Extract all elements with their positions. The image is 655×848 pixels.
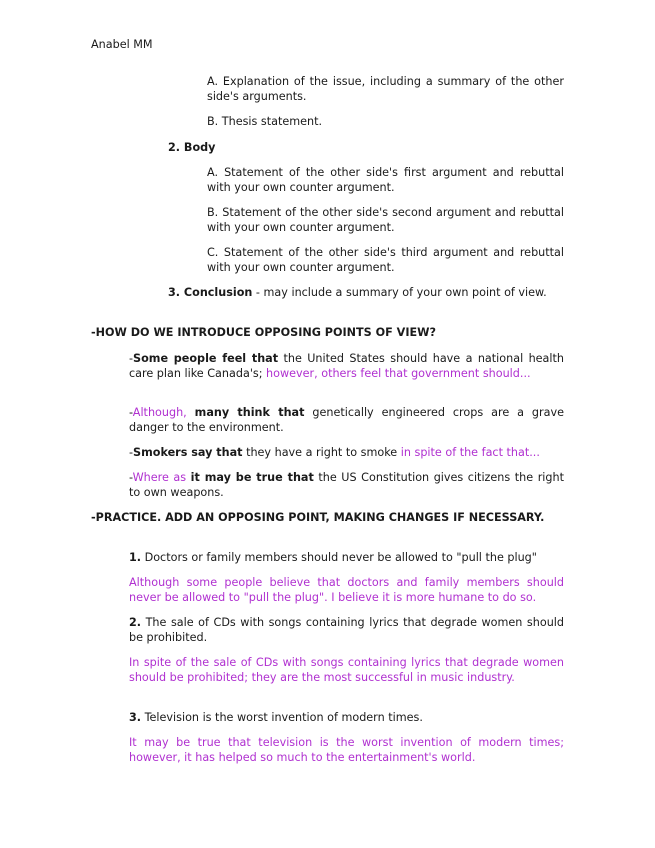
body-item-a: A. Statement of the other side's first argument and rebuttal with your own counter argument.	[207, 166, 564, 194]
conclusion-heading: 3. Conclusion	[168, 286, 253, 299]
ex3-text: they have a right to smoke	[242, 446, 401, 459]
ex3-dash: -	[129, 446, 134, 459]
ex4-text: the US Constitution gives citizens the right to own weapons.	[129, 471, 564, 499]
practice-prompt-1-text: Doctors or family members should never be allowed to "pull the plug"	[141, 551, 537, 564]
example-4	[129, 471, 564, 500]
ex1-purple: however, others feel that government should...	[266, 366, 531, 380]
practice-number-3: 3.	[129, 711, 142, 724]
example-3	[129, 446, 564, 461]
ex1-text: the United States should have a national health care plan like Canada's;	[129, 352, 564, 380]
author-name: Anabel MM	[91, 38, 153, 51]
practice-heading	[91, 511, 564, 526]
practice-heading-text: -PRACTICE. ADD AN OPPOSING POINT, MAKING CHANGES IF NECESSARY.	[91, 511, 545, 524]
example-1	[129, 352, 564, 381]
ex4-bold: it may be true that	[190, 471, 314, 484]
practice-prompt-3	[129, 711, 564, 726]
ex4-dash: -	[129, 471, 133, 484]
ex2-text: genetically engineered crops are a grave danger to the environment.	[129, 406, 564, 434]
practice-answer-1: Although some people believe that doctors and family members should never be allowed to "pull the plug". I believe it is more humane to do so.	[129, 576, 564, 604]
conclusion-item	[168, 286, 564, 301]
body-heading-text: 2. Body	[168, 141, 216, 154]
ex1-bold: Some people feel that	[133, 352, 279, 365]
ex3-bold: Smokers say that	[133, 446, 243, 459]
practice-answer-2: In spite of the sale of CDs with songs containing lyrics that degrade women should be prohibited; they are the most successful in music industry.	[129, 656, 564, 684]
body-heading	[168, 141, 564, 156]
ex2-dash: -	[129, 406, 133, 419]
practice-prompt-2	[129, 616, 564, 645]
ex3-purple: in spite of the fact that...	[400, 446, 540, 459]
practice-prompt-3-text: Television is the worst invention of modern times.	[141, 711, 423, 724]
practice-prompt-2-text: The sale of CDs with songs containing lyrics that degrade women should be prohibited.	[129, 616, 564, 644]
ex4-purple: Where as	[132, 471, 191, 484]
ex2-bold: many think that	[194, 406, 305, 419]
intro-item-b: B. Thesis statement.	[207, 115, 323, 128]
conclusion-text: - may include a summary of your own point of view.	[252, 286, 547, 299]
example-2	[129, 406, 564, 435]
introduce-heading-text: -HOW DO WE INTRODUCE OPPOSING POINTS OF VIEW?	[91, 326, 436, 339]
ex2-purple: Although,	[132, 406, 195, 419]
practice-number-1: 1.	[129, 551, 142, 564]
body-item-b: B. Statement of the other side's second argument and rebuttal with your own counter argument.	[207, 206, 564, 234]
intro-item-a: A. Explanation of the issue, including a summary of the other side's arguments.	[207, 75, 564, 103]
practice-prompt-1	[129, 551, 564, 566]
introduce-heading	[91, 326, 564, 341]
practice-number-2: 2.	[129, 616, 142, 629]
ex1-dash: -	[129, 352, 134, 365]
body-item-c: C. Statement of the other side's third argument and rebuttal with your own counter argument.	[207, 246, 564, 274]
practice-answer-3: It may be true that television is the worst invention of modern times; however, it has helped so much to the entertainment's world.	[129, 736, 564, 764]
